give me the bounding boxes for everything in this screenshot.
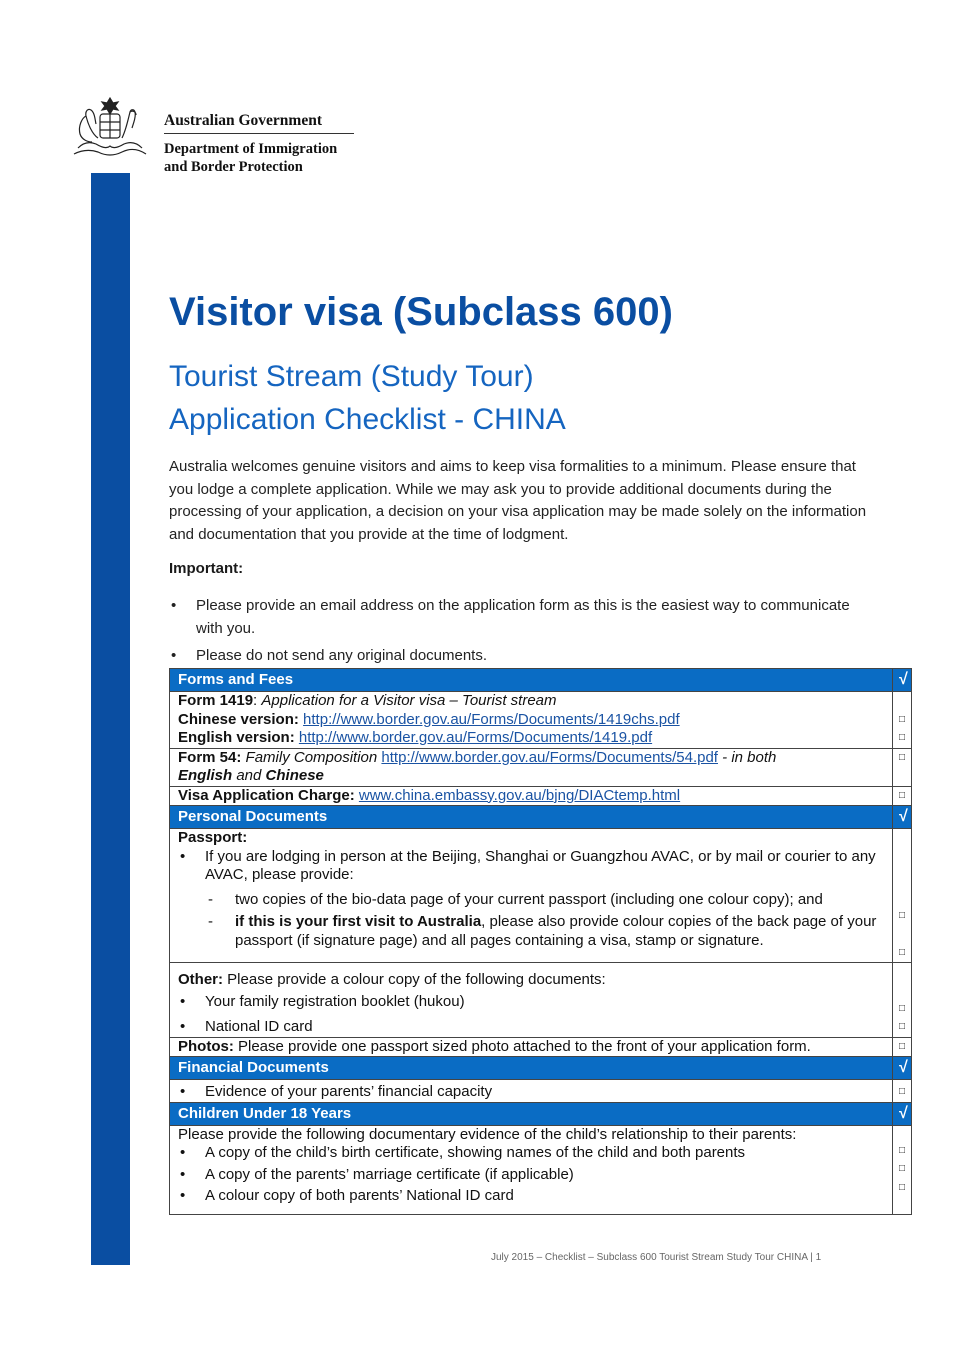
passport-label: Passport: [178,829,248,846]
list-item: • National ID card [178,1018,884,1037]
children-list [178,1144,884,1206]
checkbox-icon[interactable]: □ [899,732,906,743]
list-item: • A copy of the child’s birth certificate, showing names of the child and both parents [178,1144,884,1163]
list-item: • If you are lodging in person at the Beijing, Shanghai or Guangzhou AVAC, or by mail or courier to any AVAC, please provide: [178,848,884,885]
other-text: Please provide a colour copy of the following documents: [227,971,606,988]
form-54-english: English [178,767,233,784]
visa-charge-label: Visa Application Charge: [178,786,355,804]
check-mark-icon: √ [893,1102,912,1125]
list-item: • Your family registration booklet (hukou) [178,993,884,1012]
logo-divider [164,133,354,134]
form-54-link[interactable]: http://www.border.gov.au/Forms/Documents/54.pdf [381,748,718,766]
chinese-version-label: Chinese version: [178,710,299,728]
checkbox-icon[interactable]: □ [899,1040,906,1052]
page-title: Visitor visa (Subclass 600) [169,290,673,334]
intro-paragraph: Australia welcomes genuine visitors and aims to keep visa formalities to a minimum. Please ensure that you lodge a complete application. While we may ask you to provide additional documents during the processing of your application, a decision on your visa application may be made solely on the information and documentation that you provide at the time of lodgment. [169,458,867,543]
checkbox-icon[interactable]: □ [899,789,906,801]
checkbox-icon[interactable]: □ [899,1181,906,1193]
department-line-2: and Border Protection [164,159,303,175]
section-header-financial [170,1057,912,1080]
first-visit-note: if this is your first visit to Australia [235,913,482,930]
form-1419-chinese-link[interactable]: http://www.border.gov.au/Forms/Documents/1419chs.pdf [303,710,680,728]
photos-cell [170,1037,893,1057]
other-documents-list [178,993,884,1037]
page-footer: July 2015 – Checklist – Subclass 600 Tourist Stream Study Tour CHINA | 1 [491,1252,822,1263]
form-54-chinese: Chinese [265,767,324,784]
checkbox-icon[interactable]: □ [899,1144,906,1156]
coat-of-arms-icon [64,92,156,164]
check-mark-icon: √ [893,1057,912,1080]
check-mark-icon: √ [893,669,912,692]
list-item: • Please provide an email address on the application form as this is the easiest way to communicate with you. [169,594,869,640]
subtitle-stream: Tourist Stream (Study Tour) [169,360,534,393]
financial-cell [170,1080,893,1103]
department-line-1: Department of Immigration [164,141,338,157]
checkbox-icon[interactable]: □ [899,1002,906,1014]
table-row [170,1080,912,1103]
section-header-forms [170,669,912,692]
checkbox-icon[interactable]: □ [899,713,906,725]
children-cell [170,1125,893,1214]
important-list [169,594,869,671]
visa-charge-link[interactable]: www.china.embassy.gov.au/bjng/DIACtemp.html [358,786,681,804]
checkbox-icon[interactable]: □ [899,751,906,763]
other-documents-cell [170,963,893,1038]
form-54-and: and [236,767,262,784]
other-label: Other: [178,971,223,988]
checkbox-icon[interactable]: □ [899,1021,906,1032]
department-name [164,140,337,176]
form-1419-english-link[interactable]: http://www.border.gov.au/Forms/Documents/1419.pdf [298,729,653,746]
checkbox-icon[interactable]: □ [899,946,906,958]
passport-cell [170,829,893,963]
subtitle-checklist: Application Checklist - CHINA [169,403,566,436]
section-title: Financial Documents [170,1057,893,1080]
important-label: Important: [169,560,244,577]
visa-charge-cell [170,786,893,806]
passport-sublist [178,891,884,951]
first-visit-detail: , please also provide colour copies of the back page of your passport (if signature page) and all pages containing a visa, stamp or signature. [235,913,877,949]
form-54-suffix: - in both [722,748,777,766]
table-row [170,829,912,963]
children-intro: Please provide the following documentary evidence of the child’s relationship to their parents: [178,1125,797,1143]
list-item: • A colour copy of both parents’ National ID card [178,1187,884,1206]
list-item: • A copy of the parents’ marriage certificate (if applicable) [178,1166,884,1185]
section-title: Personal Documents [170,806,893,829]
list-item: • Please do not send any original documents. [169,644,869,667]
form-1419-description: Application for a Visitor visa – Tourist stream [261,692,557,709]
table-row [170,963,912,1038]
table-row [170,786,912,806]
form-1419-cell: Form 1419: Application for a Visitor visa – Tourist stream Chinese version: http://www.border.gov.au/Forms/Documents/1419chs.pdf English version: http://www.border.gov.au/Forms/Documents/1419.pdf [170,692,893,749]
form-54-description: Family Composition [245,748,378,766]
side-accent-bar [91,173,130,1265]
table-row [170,1125,912,1214]
government-name: Australian Government [164,112,323,129]
section-header-personal [170,806,912,829]
checkbox-icon[interactable]: □ [899,910,906,921]
financial-list [178,1083,884,1102]
section-header-children [170,1102,912,1125]
table-row [170,692,912,749]
section-title: Forms and Fees [170,669,893,692]
form-54-label: Form 54: [178,748,242,766]
table-row [170,1037,912,1057]
checkbox-icon[interactable]: □ [899,1086,906,1097]
form-54-cell [170,748,893,786]
check-mark-icon: √ [893,806,912,829]
list-item: - two copies of the bio-data page of your current passport (including one colour copy); and [178,891,884,910]
checkbox-icon[interactable]: □ [899,1163,906,1175]
table-row [170,748,912,786]
document-checklist-table [169,668,912,1215]
photos-label: Photos: [178,1037,234,1055]
photos-text: Please provide one passport sized photo attached to the front of your application form. [238,1037,811,1055]
section-title: Children Under 18 Years [170,1102,893,1125]
government-logo [64,92,364,182]
form-1419-label: Form 1419 [178,692,254,709]
english-version-label: English version: [178,729,295,746]
list-item [178,913,884,950]
passport-list [178,848,884,885]
list-item: • Evidence of your parents’ financial capacity [178,1083,884,1102]
